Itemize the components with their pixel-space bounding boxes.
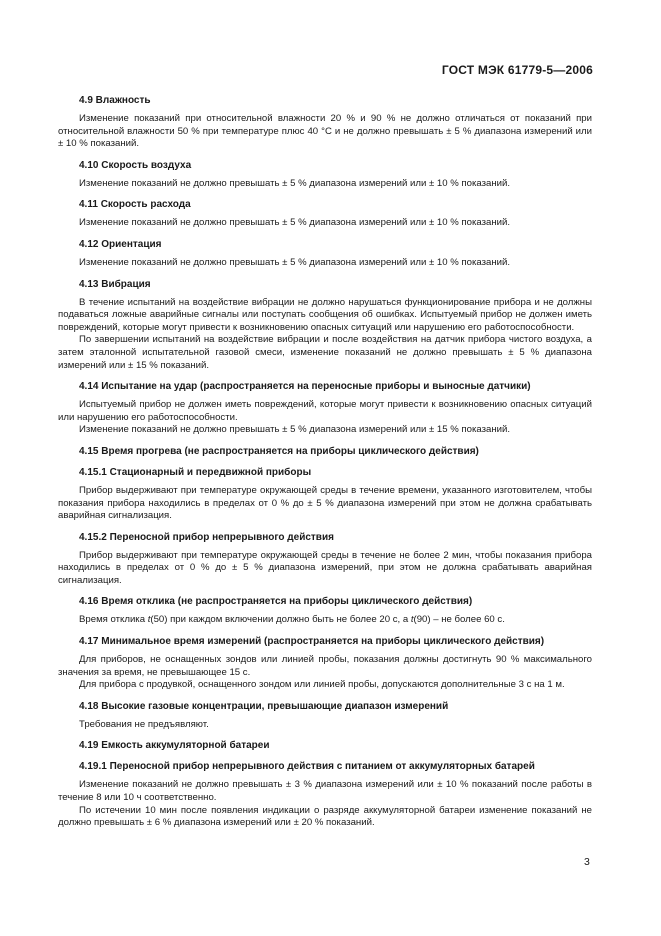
response-time-pre: Время отклика	[79, 614, 148, 626]
section-heading-4-10: 4.10 Скорость воздуха	[79, 159, 192, 171]
section-heading-4-9: 4.9 Влажность	[79, 95, 151, 106]
response-time-mid: (50) при каждом включении должно быть не более 20 с, а	[150, 614, 411, 626]
section-heading-4-15-1: 4.15.1 Стационарный и передвижной приборы	[79, 466, 312, 478]
paragraph: Прибор выдерживают при температуре окружающей среды в течение времени, указанного изготовителем, чтобы показания прибора находились в пределах от 0 % до ± 5 % диапазона измерений при этом не должна срабатывать аварийная сигнализация.	[58, 484, 592, 522]
section-heading-4-15: 4.15 Время прогрева (не распространяется на приборы циклического действия)	[79, 445, 479, 457]
section-heading-4-11: 4.11 Скорость расхода	[79, 199, 191, 211]
paragraph: Испытуемый прибор не должен иметь повреждений, которые могут привести к возникновению опасных ситуаций или нарушению его работоспособности.	[58, 399, 592, 423]
response-time-post: (90) – не более 60 с.	[413, 614, 505, 626]
paragraph: Для приборов, не оснащенных зондов или линией пробы, показания должны достигнуть 90 % максимального значения за время, не превышающее 15 с.	[58, 654, 592, 678]
document-body	[58, 94, 592, 830]
paragraph: Изменение показаний не должно превышать ± 5 % диапазона измерений или ± 10 % показаний.	[79, 177, 511, 189]
section-heading-4-16: 4.16 Время отклика (не распространяется на приборы циклического действия)	[79, 596, 473, 608]
paragraph: По истечении 10 мин после появления индикации о разряде аккумуляторной батареи изменение показаний не должно превышать ± 6 % диапазона измерений или ± 20 % показаний.	[58, 804, 592, 829]
section-heading-4-13: 4.13 Вибрация	[79, 278, 151, 290]
paragraph: Требования не предъявляют.	[79, 718, 209, 730]
paragraph: Прибор выдерживают при температуре окружающей среды в течение не более 2 мин, чтобы показания прибора находились в пределах от 0 % до ± 5 % диапазона измерений, при этом не должна срабатывать аварийная сигнализация.	[58, 549, 592, 586]
paragraph: Для прибора с продувкой, оснащенного зондом или линией пробы, допускаются дополнительные 3 с на 1 м.	[79, 679, 565, 691]
standard-header: ГОСТ МЭК 61779-5—2006	[441, 63, 593, 77]
section-heading-4-17: 4.17 Минимальное время измерений (распространяется на приборы циклического действия)	[79, 636, 545, 648]
section-heading-4-19: 4.19 Емкость аккумуляторной батареи	[79, 740, 270, 752]
paragraph: Изменение показаний при относительной влажности 20 % и 90 % не должно отличаться от показаний при относительной влажности 50 % при температуре плюс 40 °С и не должно превышать ± 5 % диапазона измерений или ± 10 % показаний.	[58, 113, 592, 150]
section-heading-4-15-2: 4.15.2 Переносной прибор непрерывного действия	[79, 531, 334, 543]
paragraph: По завершении испытаний на воздействие вибрации и после воздействия на датчик прибора чистого воздуха, а затем эталонной испытательной газовой смеси, изменение показаний не должно превышать ± 5 % диапазона измерений или ± 15 % показаний.	[58, 334, 592, 371]
page-number: 3	[584, 856, 590, 868]
section-heading-4-12: 4.12 Ориентация	[79, 238, 162, 250]
t-symbol: t	[147, 614, 151, 626]
paragraph: В течение испытаний на воздействие вибрации не должно нарушаться функционирование прибора и не должны подаваться ложные аварийные сигналы или поступать сообщения об ошибках. Испытуемый прибор не должен иметь повреждений, которые могут привести к возникновению опасных ситуаций или нарушению его работоспособности.	[58, 296, 592, 333]
section-heading-4-14: 4.14 Испытание на удар (распространяется на переносные приборы и выносные датчики)	[79, 381, 531, 393]
section-heading-4-19-1: 4.19.1 Переносной прибор непрерывного действия с питанием от аккумуляторных батарей	[79, 761, 535, 773]
t-symbol: t	[410, 614, 414, 626]
paragraph: Изменение показаний не должно превышать ± 5 % диапазона измерений или ± 10 % показаний.	[79, 256, 511, 268]
paragraph: Изменение показаний не должно превышать ± 5 % диапазона измерений или ± 15 % показаний.	[79, 424, 511, 436]
response-time-paragraph	[58, 614, 592, 627]
section-heading-4-18: 4.18 Высокие газовые концентрации, превышающие диапазон измерений	[79, 700, 449, 712]
paragraph: Изменение показаний не должно превышать ± 5 % диапазона измерений или ± 10 % показаний.	[79, 217, 511, 229]
paragraph: Изменение показаний не должно превышать ± 3 % диапазона измерений или ± 10 % показаний после работы в течение 8 или 10 ч соответственно.	[58, 779, 592, 804]
